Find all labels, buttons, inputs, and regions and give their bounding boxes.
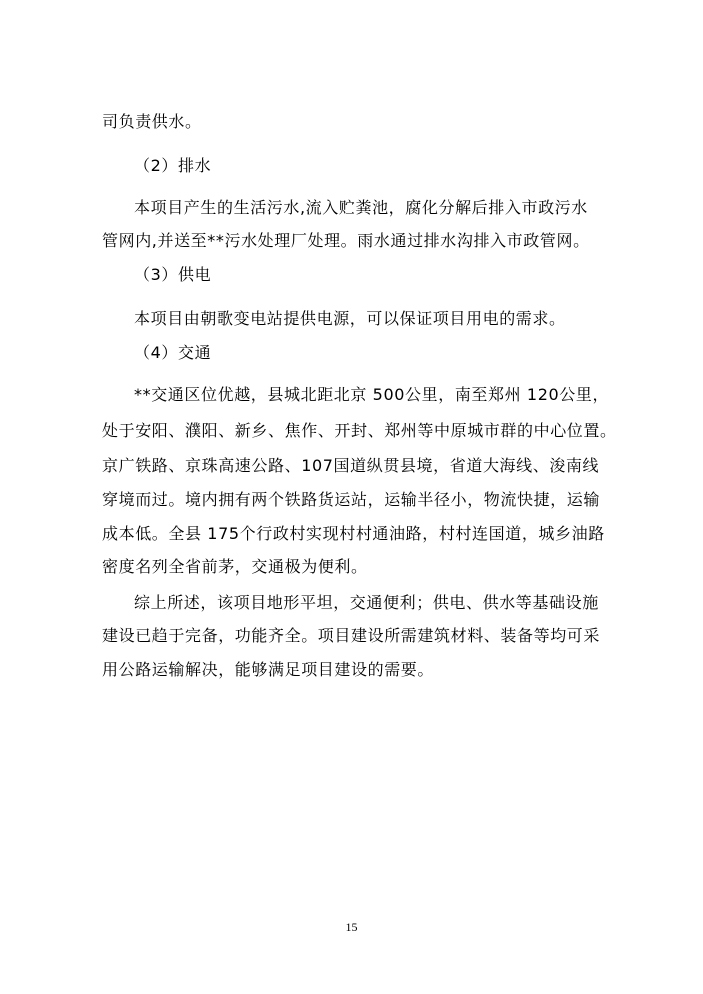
paragraph-line-summary-2: 建设已趋于完备，功能齐全。项目建设所需建筑材料、装备等均可采 [102,626,601,645]
page-number: 15 [345,920,358,934]
paragraph-line-transportation-2: 处于安阳、濮阳、新乡、焦作、开封、郑州等中原城市群的中心位置。 [102,421,617,440]
paragraph-line-water-supply-end: 司负责供水。 [102,112,202,131]
paragraph-line-transportation-4: 穿境而过。境内拥有两个铁路货运站，运输半径小，物流快捷，运输 [102,490,601,509]
paragraph-line-transportation-3: 京广铁路、京珠高速公路、107国道纵贯县境，省道大海线、浚南线 [102,456,600,475]
section-heading-transportation: （4）交通 [134,343,212,362]
paragraph-line-transportation-5: 成本低。全县 175个行政村实现村村通油路，村村连国道，城乡油路 [102,524,605,543]
paragraph-line-drainage-2: 管网内,并送至**污水处理厂处理。雨水通过排水沟排入市政管网。 [102,231,590,250]
paragraph-line-transportation-1: **交通区位优越，县城北距北京 500公里，南至郑州 120公里， [134,385,610,404]
paragraph-line-summary-1: 综上所述，该项目地形平坦，交通便利；供电、供水等基础设施 [134,593,599,612]
section-heading-power-supply: （3）供电 [134,265,212,284]
section-heading-drainage: （2）排水 [134,156,212,175]
paragraph-line-power-supply: 本项目由朝歌变电站提供电源，可以保证项目用电的需求。 [134,309,566,328]
paragraph-line-drainage-1: 本项目产生的生活污水,流入贮粪池，腐化分解后排入市政污水 [134,198,588,217]
paragraph-line-summary-3: 用公路运输解决，能够满足项目建设的需要。 [102,660,435,679]
paragraph-line-transportation-6: 密度名列全省前茅，交通极为便利。 [102,557,368,576]
